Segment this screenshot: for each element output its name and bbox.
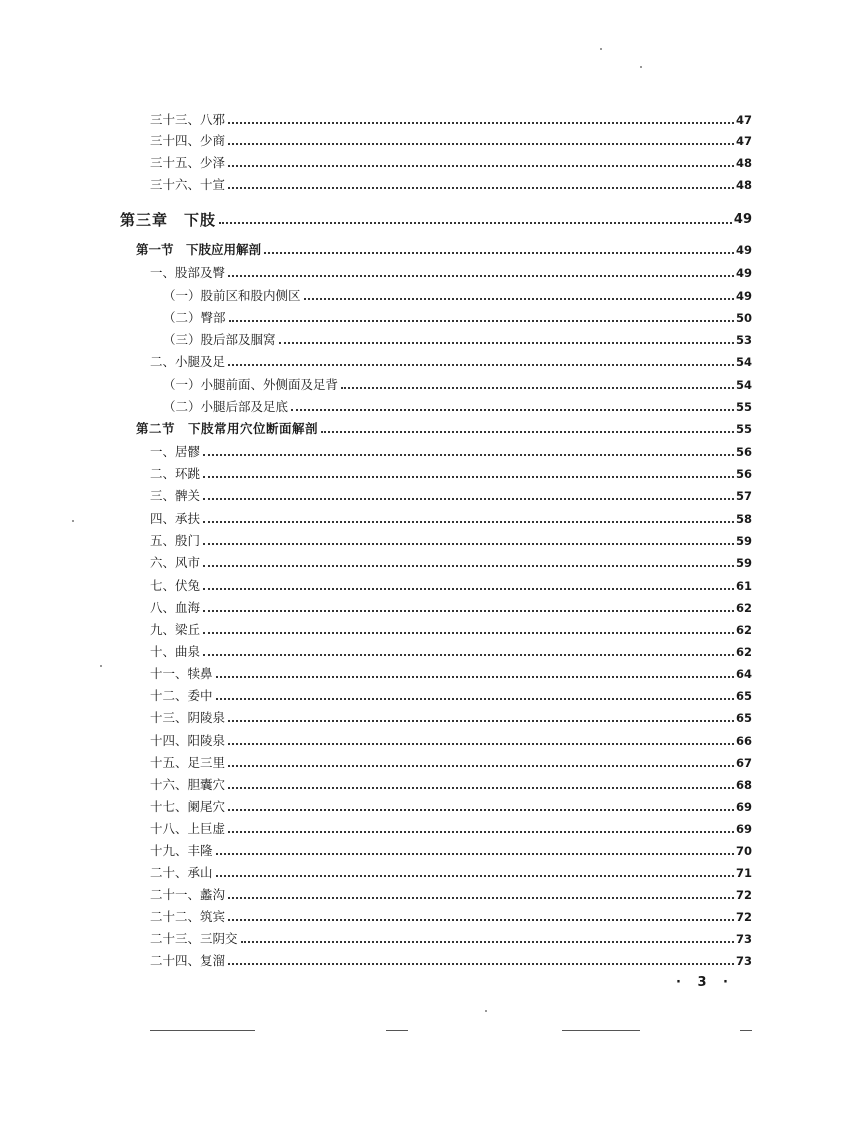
toc-label: 八、血海 xyxy=(150,600,201,615)
toc-label: 三、髀关 xyxy=(150,488,201,503)
toc-page: 62 xyxy=(735,601,752,615)
leader-dots xyxy=(228,897,734,899)
toc-entry xyxy=(150,706,752,726)
section-title: 第一节 下肢应用解剖 xyxy=(136,242,262,257)
scan-speck xyxy=(100,665,102,667)
leader-dots xyxy=(228,963,734,965)
toc-page: 54 xyxy=(735,378,752,392)
toc-entry xyxy=(150,817,752,837)
toc-label: 十四、阳陵泉 xyxy=(150,733,226,748)
toc-entry xyxy=(150,927,752,947)
leader-dots xyxy=(228,165,734,167)
toc-entry xyxy=(150,596,752,616)
toc-label: 十八、上巨虚 xyxy=(150,821,226,836)
toc-entry xyxy=(150,574,752,594)
leader-dots xyxy=(228,787,734,789)
toc-entry xyxy=(150,129,752,149)
toc-entry xyxy=(150,662,752,682)
toc-page: 48 xyxy=(735,156,752,170)
toc-page: 65 xyxy=(735,689,752,703)
toc-entry xyxy=(150,905,752,925)
toc-page: 54 xyxy=(735,355,752,369)
toc-page: 57 xyxy=(735,489,752,503)
scan-artifact-line xyxy=(562,1030,640,1031)
toc-entry xyxy=(150,773,752,793)
leader-dots xyxy=(264,252,734,254)
toc-label: 二、环跳 xyxy=(150,466,201,481)
leader-dots xyxy=(216,853,734,855)
toc-entry xyxy=(163,284,752,304)
toc-entry xyxy=(150,261,752,281)
toc-label: 三十五、少泽 xyxy=(150,155,226,170)
toc-label: （二）臀部 xyxy=(163,310,226,325)
leader-dots xyxy=(228,831,734,833)
leader-dots xyxy=(228,143,734,145)
toc-entry xyxy=(150,551,752,571)
toc-page: 69 xyxy=(735,822,752,836)
toc-page: 59 xyxy=(735,556,752,570)
toc-page: 67 xyxy=(735,756,752,770)
toc-page: 53 xyxy=(735,333,752,347)
leader-dots xyxy=(219,222,732,224)
leader-dots xyxy=(228,720,734,722)
section-entry xyxy=(136,238,752,258)
toc-label: （一）股前区和股内侧区 xyxy=(163,288,301,303)
scan-speck xyxy=(600,48,602,50)
toc-entry xyxy=(150,440,752,460)
toc-label: 二十二、筑宾 xyxy=(150,909,226,924)
toc-entry xyxy=(150,839,752,859)
toc-entry xyxy=(150,151,752,171)
toc-page: 59 xyxy=(735,534,752,548)
leader-dots xyxy=(228,364,734,366)
toc-page: 71 xyxy=(735,866,752,880)
leader-dots xyxy=(203,521,734,523)
leader-dots xyxy=(203,632,734,634)
toc-entry xyxy=(150,618,752,638)
toc-page: 70 xyxy=(735,844,752,858)
toc-entry xyxy=(150,173,752,193)
toc-label: 一、居髎 xyxy=(150,444,201,459)
leader-dots xyxy=(203,565,734,567)
toc-entry xyxy=(150,640,752,660)
leader-dots xyxy=(203,654,734,656)
leader-dots xyxy=(321,431,734,433)
toc-page: 56 xyxy=(735,467,752,481)
toc-entry xyxy=(150,949,752,969)
toc-label: 一、股部及臀 xyxy=(150,265,226,280)
toc-entry xyxy=(150,484,752,504)
toc-page: 55 xyxy=(735,422,752,436)
toc-label: 二十三、三阴交 xyxy=(150,931,238,946)
toc-page: 64 xyxy=(735,667,752,681)
toc-page: 72 xyxy=(735,910,752,924)
toc-entry xyxy=(150,108,752,128)
toc-page: 55 xyxy=(735,400,752,414)
leader-dots xyxy=(228,809,734,811)
scan-artifact-line xyxy=(150,1030,255,1031)
toc-label: 十二、委中 xyxy=(150,688,213,703)
toc-entry xyxy=(150,507,752,527)
toc-entry xyxy=(150,529,752,549)
leader-dots xyxy=(341,387,734,389)
page-number: · 3 · xyxy=(676,975,734,990)
toc-label: 三十六、十宣 xyxy=(150,177,226,192)
toc-page: 48 xyxy=(735,178,752,192)
leader-dots xyxy=(229,320,734,322)
toc-label: （一）小腿前面、外侧面及足背 xyxy=(163,377,339,392)
toc-label: （二）小腿后部及足底 xyxy=(163,399,289,414)
leader-dots xyxy=(228,919,734,921)
toc-page: 65 xyxy=(735,711,752,725)
leader-dots xyxy=(203,454,734,456)
scan-artifact-line xyxy=(386,1030,408,1031)
toc-page: 49 xyxy=(735,289,752,303)
toc-label: 十三、阴陵泉 xyxy=(150,710,226,725)
toc-label: 二十四、复溜 xyxy=(150,953,226,968)
scan-artifact-line xyxy=(740,1030,752,1031)
leader-dots xyxy=(304,298,734,300)
toc-entry xyxy=(163,306,752,326)
toc-page: 49 xyxy=(735,243,752,257)
leader-dots xyxy=(228,765,734,767)
scan-speck xyxy=(72,520,74,522)
toc-entry xyxy=(163,373,752,393)
leader-dots xyxy=(279,342,734,344)
leader-dots xyxy=(241,941,734,943)
toc-label: 七、伏兔 xyxy=(150,578,201,593)
leader-dots xyxy=(216,698,734,700)
leader-dots xyxy=(203,588,734,590)
leader-dots xyxy=(228,122,734,124)
toc-page: 72 xyxy=(735,888,752,902)
toc-page: 69 xyxy=(735,800,752,814)
section-title: 第二节 下肢常用穴位断面解剖 xyxy=(136,421,319,436)
toc-label: 五、殷门 xyxy=(150,533,201,548)
toc-label: 十七、阑尾穴 xyxy=(150,799,226,814)
toc-label: 十五、足三里 xyxy=(150,755,226,770)
toc-entry xyxy=(163,395,752,415)
toc-page: 62 xyxy=(735,645,752,659)
toc-page: 49 xyxy=(733,212,752,227)
toc-page: 68 xyxy=(735,778,752,792)
toc-label: 十、曲泉 xyxy=(150,644,201,659)
toc-page: 73 xyxy=(735,932,752,946)
toc-page: 49 xyxy=(735,266,752,280)
leader-dots xyxy=(203,476,734,478)
toc-entry xyxy=(150,729,752,749)
leader-dots xyxy=(203,543,734,545)
toc-page: 58 xyxy=(735,512,752,526)
toc-label: （三）股后部及腘窝 xyxy=(163,332,276,347)
scan-speck xyxy=(640,66,642,68)
toc-label: 二十、承山 xyxy=(150,865,213,880)
toc-label: 三十四、少商 xyxy=(150,133,226,148)
toc-entry xyxy=(150,684,752,704)
toc-entry xyxy=(150,795,752,815)
toc-label: 十六、胆囊穴 xyxy=(150,777,226,792)
toc-page: 47 xyxy=(735,134,752,148)
leader-dots xyxy=(216,875,734,877)
leader-dots xyxy=(228,743,734,745)
toc-label: 十九、丰隆 xyxy=(150,843,213,858)
toc-entry xyxy=(150,462,752,482)
toc-entry xyxy=(150,751,752,771)
toc-page: 50 xyxy=(735,311,752,325)
toc-entry xyxy=(163,328,752,348)
section-entry xyxy=(136,417,752,437)
toc-entry xyxy=(150,861,752,881)
toc-page: 61 xyxy=(735,579,752,593)
toc-label: 四、承扶 xyxy=(150,511,201,526)
toc-page: 62 xyxy=(735,623,752,637)
scan-speck xyxy=(485,1010,487,1012)
toc-page: 73 xyxy=(735,954,752,968)
chapter-entry xyxy=(120,204,752,228)
toc-label: 二、小腿及足 xyxy=(150,354,226,369)
toc-label: 九、梁丘 xyxy=(150,622,201,637)
toc-label: 二十一、蠡沟 xyxy=(150,887,226,902)
toc-entry xyxy=(150,883,752,903)
toc-page: 66 xyxy=(735,734,752,748)
toc-entry xyxy=(150,350,752,370)
chapter-title: 第三章 下肢 xyxy=(120,211,217,229)
toc-label: 六、风市 xyxy=(150,555,201,570)
toc-page: 56 xyxy=(735,445,752,459)
leader-dots xyxy=(203,498,734,500)
leader-dots xyxy=(228,275,734,277)
leader-dots xyxy=(216,676,734,678)
leader-dots xyxy=(228,187,734,189)
toc-label: 三十三、八邪 xyxy=(150,112,226,127)
leader-dots xyxy=(203,610,734,612)
toc-page: 47 xyxy=(735,113,752,127)
leader-dots xyxy=(291,409,734,411)
toc-label: 十一、犊鼻 xyxy=(150,666,213,681)
